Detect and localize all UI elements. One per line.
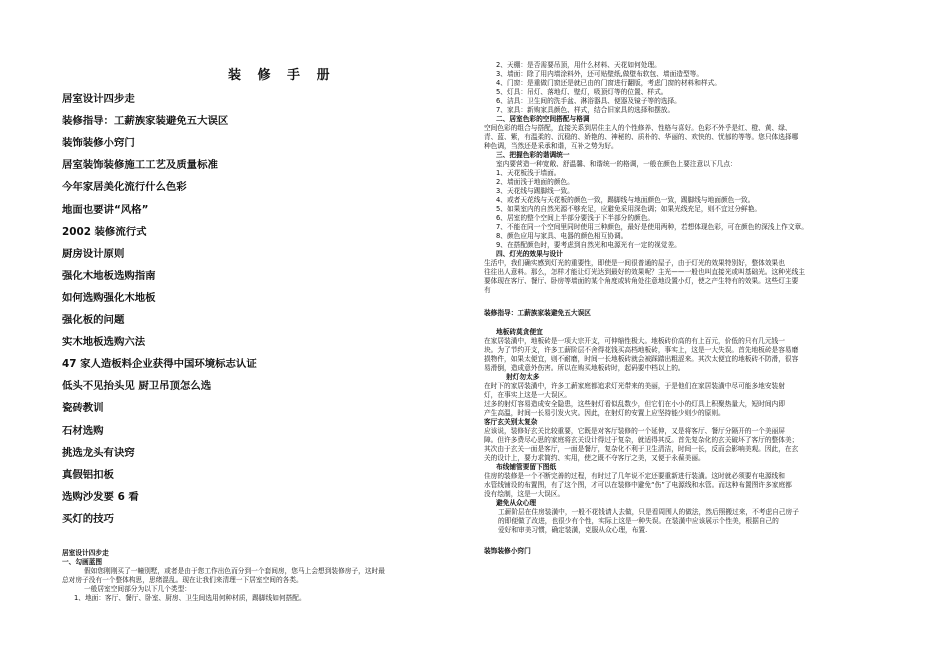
text-line: 有 (484, 286, 491, 294)
text-line: 4、门窗：是重做门窗还是就已由的门窗进行翻版，考虑门窗的材料和样式。 (496, 79, 721, 87)
text-line: 3、墙面：除了用内墙涂料外，还可贴壁纸,做壁布软包、墙面造型等。 (496, 70, 704, 78)
toc-item[interactable]: 居室设计四步走 (62, 93, 135, 105)
text-line: 障。但许多费尽心思的家庭将玄关设计得过于复杂，就适得其反。首先复杂化的玄关破坏了客厅的整体美； (484, 436, 799, 444)
text-line: 7、家具：新购家具颜色、样式，结合旧家具的选择和摆放。 (496, 106, 675, 114)
heading-4: 四、灯光的效果与设计 (496, 250, 563, 258)
paragraph: 1、地面：客厅、餐厅、卧室、厨房、卫生间选用何种材质，踢脚线如何搭配。 (74, 594, 306, 602)
guide-heading: 客厅玄关别太复杂 (484, 418, 538, 426)
text-line: 5、如果室内的自然光源不够充足，应避免采用深色调；如果光线充足，则不宜过分鲜艳。 (496, 205, 762, 213)
text-line: 块。为了节约开支，许多工薪阶层不舍得花钱买高档地板砖，事实上，这是一大失误。首先地板砖是容易磨 (484, 346, 799, 354)
text-line: 关的设计上，要力求简约、实用，使之既不夺客厅之美，又便于永葆美丽。 (484, 454, 705, 462)
toc-item[interactable]: 低头不见抬头见 厨卫吊顶怎么选 (62, 380, 212, 393)
toc-item[interactable]: 厨房设计原则 (62, 247, 125, 260)
text-line: 4、或者天花线与天花板的颜色一致，踢脚线与地面颜色一致，踢脚线与地面颜色一致。 (496, 196, 755, 204)
paragraph (484, 259, 916, 295)
text-line: 产生高温，时间一长易引发火灾。因此，在射灯的安置上应坚持能少则少的原则。 (484, 409, 725, 417)
guide-title: 装修指导：工薪族家装避免五大误区 (484, 309, 591, 317)
text-line: 青、蓝、紫，有温柔的、沉稳的、娇艳的、神秘的、质朴的、华丽的、欢快的、忧郁的等等。您只体选择哪 (484, 133, 799, 141)
text-line: 9、在搭配颜色时，要考虑到自然光和电源光有一定的视觉差。 (496, 241, 681, 249)
right-column (484, 61, 916, 556)
subheading: 一、勾画蓝图 (62, 558, 103, 566)
toc-item[interactable]: 真假铝扣板 (62, 468, 114, 481)
text-line: 损物件，如果太便宜，则不耐磨，时间一长地板砖就会被踩踏出粗涩来。其次太便宜的地板砖不防滑，很容 (484, 355, 799, 363)
toc-item[interactable]: 强化板的问题 (62, 314, 125, 326)
text-line: 种色调，当然还是采承和谐，互补之势为好。 (484, 142, 618, 150)
document-title: 装 修 手 册 (228, 68, 336, 83)
text-line: 6、洁具：卫生间的洗手盆、淋浴器具、便器及镜子等的选择。 (496, 97, 681, 105)
text-line: 往往出人意料。那么，怎样才能让灯光达到最好的效果呢？主光——一般也叫直接光或叫基础光。这种光线主 (484, 268, 805, 276)
text-line: 1、天花板浅于墙面。 (496, 169, 561, 177)
paragraph (484, 508, 916, 535)
text-line: 应该说，装修好玄关比较重要，它既是对客厅装修的一个延伸，又是将客厅、餐厅分隔开的一个美丽屏 (484, 427, 785, 435)
toc-item[interactable]: 居室装饰装修施工工艺及质量标准 (62, 159, 218, 172)
list-top (484, 61, 916, 115)
text-line: 5、灯具：吊灯、落地灯、壁灯，吸顶灯等的位置、样式。 (496, 88, 668, 96)
text-line: 要体现在客厅、餐厅、卧房等墙面的某个角度或转角处往意地设置小灯，使之产生特有的效果。这些灯主要 (484, 277, 799, 285)
text-line: 过多的射灯容易造成安全隐患，这些射灯看似乱数少，但它们在小小的灯具上积聚热量大，短时间内即 (484, 400, 785, 408)
text-line: 易滑倒，造成意外伤害。所以在购买地板砖时，起码要中档以上的。 (484, 364, 685, 372)
toc-item[interactable]: 买灯的技巧 (62, 512, 114, 525)
paragraph: 总对房子没有一个整体构思，思绪混乱。现在让我们来清理一下居室空间的各类。 (62, 576, 303, 584)
text-line: 2、墙面浅于地面的颜色。 (496, 178, 574, 186)
text-line: 空间色彩的组合与搭配，直接关系到居住主人的个性修养、性格与喜好。色彩不外乎是红、橙、黄、绿、 (484, 124, 792, 132)
text-line: 7、不能在同一个空间里同时使用三种颜色，最好是使用两种，若想体现色彩，可在颜色的深浅上作文章。 (496, 223, 808, 231)
text-line: 的即便做了改进，也很少有个性，实际上这是一种失误。在装潢中应该展示个性美，根据自己的 (498, 517, 779, 525)
text-line: 没有绘制，这是一大误区。 (484, 490, 565, 498)
text-line: 2、天棚：是否需要吊顶，用什么材料、天花如何处理。 (496, 61, 661, 69)
text-line: 生活中，我们确实感到灯光的重要性，即使是一间很普通的屋子，由于灯光的效果特别好，整体效果也 (484, 259, 785, 267)
text-line: 其次由于玄关一面是客厅，一面是餐厅，复杂化不利于卫生清洁，时间一长，反而会影响美观。因此，在玄 (484, 445, 799, 453)
text-line: 8、颜色应用与家具、电器的颜色相互协调。 (496, 232, 628, 240)
toc-item[interactable]: 47 家人造板料企业获得中国环境标志认证 (62, 358, 257, 371)
text-line: 在时下的家居装潢中，许多工薪家庭都追求灯光带来的美丽，于是他们在家居装潢中尽可能多地安装射 (484, 382, 785, 390)
guide-heading: 布线铺管要留下图纸 (496, 463, 557, 471)
toc-item[interactable]: 2002 装修流行式 (62, 225, 147, 238)
toc-item[interactable]: 实木地板选购六法 (62, 336, 146, 349)
section-heading: 居室设计四步走 (62, 549, 109, 557)
toc-item[interactable]: 瓷砖教训 (62, 402, 104, 415)
heading-2: 二、居室色彩的空间搭配与格调 (496, 115, 590, 123)
guide-heading: 射灯勿太多 (506, 373, 540, 381)
paragraph (484, 472, 916, 499)
toc-item[interactable]: 今年家居美化流行什么色彩 (62, 181, 187, 194)
toc-item[interactable]: 选购沙发要 6 看 (62, 490, 139, 503)
guide-heading: 地板砖莫贪便宜 (496, 328, 543, 336)
list (484, 169, 916, 250)
text-line: 3、天花线与踢脚线一致。 (496, 187, 574, 195)
text-line: 水管线铺设的布置图，有了这个图，才可以在装修中避免“伤”了电源线和水管。而这种布置图许多家庭都 (484, 481, 792, 489)
paragraph: 假如您刚刚买了一幢别墅，或者是由于您工作出色而分到一个套间房，您马上会想到装修房子，这时最 (84, 567, 385, 575)
text-line: 6、居室的整个空间上半部分要浅于下半部分的颜色。 (496, 214, 655, 222)
toc-item[interactable]: 如何选购强化木地板 (62, 291, 156, 304)
text-line: 爱好和审美习惯，确定装潢，克服从众心理，布置. (498, 526, 648, 534)
toc-item[interactable]: 地面也要讲“风格” (62, 203, 149, 216)
toc-item[interactable]: 装饰装修小窍门 (62, 137, 135, 150)
paragraph (484, 427, 916, 463)
guide-heading: 避免从众心理 (496, 499, 537, 507)
paragraph: 室内要营造一种宽敞、舒温馨、和谐统一的格调，一般在颜色上要注意以下几点： (496, 160, 737, 168)
paragraph (484, 382, 916, 418)
text-line: 住房的装修是一个不断完善的过程，有时过了几年说不定还要重新进行装潢。这时就必须要有电源线和 (484, 472, 785, 480)
text-line: 在家居装潢中，地板砖是一项大宗开支，可伸缩性极大。地板砖价高的有上百元，价低的只有几元钱一 (484, 337, 785, 345)
toc-item[interactable]: 石材选购 (62, 424, 104, 437)
toc-item[interactable]: 挑选龙头有诀窍 (62, 446, 135, 459)
tips-title: 装饰装修小窍门 (484, 547, 531, 555)
paragraph (484, 124, 916, 151)
toc-item[interactable]: 强化木地板选购指南 (62, 269, 156, 282)
toc-item[interactable]: 装修指导：工薪族家装避免五大误区 (62, 115, 229, 128)
heading-3: 三、把握色彩的谐调统一 (496, 151, 570, 159)
paragraph: 一般居室空间部分为以下几个类型： (84, 585, 191, 593)
left-section (62, 549, 462, 603)
text-line: 工薪阶层在住房装潢中，一般不花钱请人去做，只是看周围人的做法，然后照搬过来，不考虑自己房子 (498, 508, 799, 516)
paragraph (484, 337, 916, 373)
text-line: 灯，在事实上这是一大误区。 (484, 391, 571, 399)
